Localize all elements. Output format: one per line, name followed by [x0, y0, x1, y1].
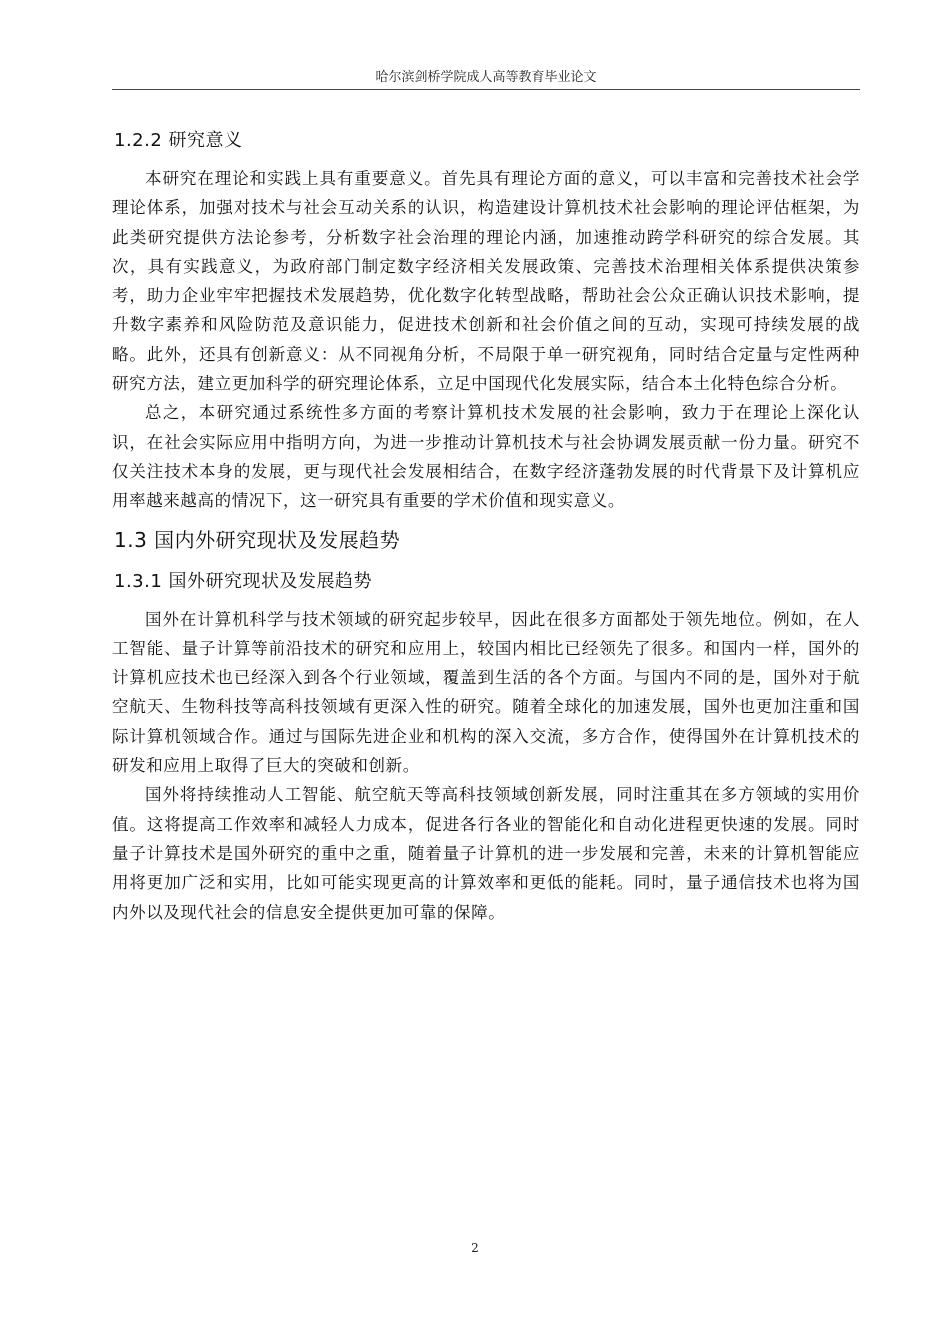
- section-heading-1-3-1: 1.3.1 国外研究现状及发展趋势: [114, 570, 373, 592]
- paragraph: 国外在计算机科学与技术领域的研究起步较早，因此在很多方面都处于领先地位。例如，在人工智能、量子计算等前沿技术的研究和应用上，较国内相比已经领先了很多。和国内一样，国外的计算机应技术也已经深入到各个行业领域，覆盖到生活的各个方面。与国内不同的是，国外对于航空航天、生物科技等高科技领域有更深入性的研究。随着全球化的加速发展，国外也更加注重和国际计算机领域合作。通过与国际先进企业和机构的深入交流，多方合作，使得国外在计算机技术的研发和应用上取得了巨大的突破和创新。: [112, 609, 860, 776]
- page-number: 2: [471, 1241, 479, 1255]
- paragraph: 国外将持续推动人工智能、航空航天等高科技领域创新发展，同时注重其在多方领域的实用价值。这将提高工作效率和减轻人力成本，促进各行各业的智能化和自动化进程更快速的发展。同时量子计算技术是国外研究的重中之重，随着量子计算机的进一步发展和完善，未来的计算机智能应用将更加广泛和实用，比如可能实现更高的计算效率和更低的能耗。同时，量子通信技术也将为国内外以及现代社会的信息安全提供更加可靠的保障。: [112, 785, 860, 922]
- paragraph: 本研究在理论和实践上具有重要意义。首先具有理论方面的意义，可以丰富和完善技术社会学理论体系，加强对技术与社会互动关系的认识，构造建设计算机技术社会影响的理论评估框架，为此类研究提供方法论参考，分析数字社会治理的理论内涵，加速推动跨学科研究的综合发展。其次，具有实践意义，为政府部门制定数字经济相关发展政策、完善技术治理相关体系提供决策参考，助力企业牢牢把握技术发展趋势，优化数字化转型战略，帮助社会公众正确认识技术影响，提升数字素养和风险防范及意识能力，促进技术创新和社会价值之间的互动，实现可持续发展的战略。此外，还具有创新意义：从不同视角分析，不局限于单一研究视角，同时结合定量与定性两种研究方法，建立更加科学的研究理论体系，立足中国现代化发展实际，结合本土化特色综合分析。: [112, 169, 860, 394]
- paragraph: 总之，本研究通过系统性多方面的考察计算机技术发展的社会影响，致力于在理论上深化认识，在社会实际应用中指明方向，为进一步推动计算机技术与社会协调发展贡献一份力量。研究不仅关注技术本身的发展，更与现代社会发展相结合，在数字经济蓬勃发展的时代背景下及计算机应用率越来越高的情况下，这一研究具有重要的学术价值和现实意义。: [112, 403, 860, 511]
- running-header: 哈尔滨剑桥学院成人高等教育毕业论文: [375, 70, 597, 85]
- header-rule: [112, 89, 860, 90]
- section-heading-1-3: 1.3 国内外研究现状及发展趋势: [114, 527, 401, 552]
- section-heading-1-2-2: 1.2.2 研究意义: [114, 130, 243, 151]
- page-body: [112, 120, 860, 927]
